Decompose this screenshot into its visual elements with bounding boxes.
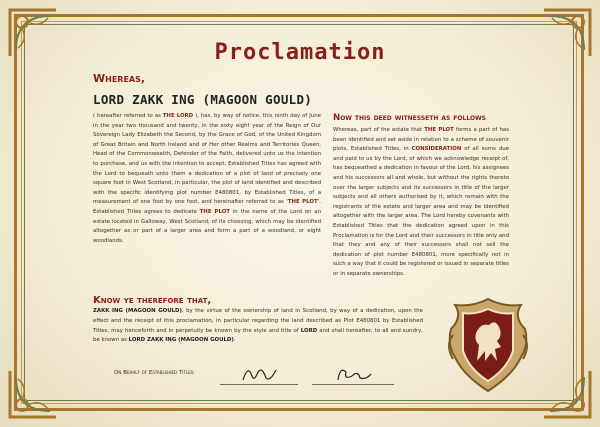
lion-crest-icon [443,295,533,395]
bottom-paragraph [93,307,423,346]
body-text: . Established Titles agrees to dedicate [93,199,321,215]
emphasis-text: 'THE PLOT' [286,199,320,206]
body-text: forms a part of has been identified and set aside in relation to a scheme of souvenir plots, Established Titles, in [333,127,510,153]
emphasis-text: THE LORD [162,113,194,119]
right-paragraph [333,126,509,280]
emphasis-text: CONSIDERATION [411,146,462,153]
signature-icon [334,364,374,384]
body-text: , by the virtue of the ownership of land in Scotland, by way of a dedication, upon the effect and the receipt of this proclamation, in particular regarding the land described as Plot E480801 by Established Titles, may henceforth and in perpetuity be known by the style and title of [93,308,423,334]
emphasis-text: LORD [300,327,318,334]
body-text: ), has, by way of notice, this ninth day of June in the year two thousand and twenty, in the sixty eight year of the Reign of Our Sovereign Lady Elizabeth the Second, by the Grace of God, of the United Kingdom of Great Britain and North Ireland and of Her other Realms and Territories Queen, Head of the Commonwealth, Defender of the Faith, delivered unto us the intention to purchase, and us with the intention to accept, Established Titles has agreed with the Lord to bequeath unto them a dedication of a plot of land of precisely one square foot in West Scotland, in particular, the plot of land identified and described with the specific identifying plot number E480801, by Established Titles, of a measurement of one foot by one foot, and hereinafter referred to as [93,113,321,206]
know-heading: Know ye therefore that, [93,295,212,306]
left-paragraph [93,112,321,246]
whereas-heading: Whereas, [93,72,146,85]
holder-name: LORD ZAKK ING (MAGOON GOULD) [93,92,313,107]
body-text: Whereas, part of the estate that [333,127,425,133]
body-text: . [233,337,236,344]
ornate-corner-icon [6,367,60,421]
body-text: and shall hereafter, to all and sundry, be known as [93,327,423,344]
right-heading: Now this deed witnesseth as follows [333,113,486,123]
ornate-corner-icon [540,367,594,421]
emphasis-text: THE PLOT [424,127,454,133]
signature-icon [240,362,280,384]
emphasis-text: ZAKK ING (MAGOON GOULD) [93,308,182,314]
document-title: Proclamation [214,40,386,65]
behalf-label: On Behalf of Established Titles: [114,370,196,376]
body-text: ( hereafter referred to as [93,113,163,119]
body-text: in the name of the Lord on an estate located in Galloway, West Scotland, of its choosing, which may be identified altogether as or part of a larger area and form a part of a woodland, or eight woodlands. [93,208,321,244]
emphasis-text: THE PLOT [199,208,230,215]
signature-line [312,384,394,385]
emphasis-text: LORD ZAKK ING (MAGOON GOULD) [128,337,234,344]
signature-line [220,384,298,385]
body-text: of all sums due and paid to us by the Lord, of which we acknowledge receipt of, has bequeathed a dedication in favour of the Lord, his assignees and his successors all and whole, but without the rights thereto over the larger subjects and its successors in title of the larger subjects and all others authorised by it, which remain with the registrants of the estate and larger area and may be identified altogether with the larger area. The Lord hereby covenants with Established Titles that the dedication agreed upon in this Proclamation is for the Lord and their successors in title only and that they and any of their successors shall not sell the dedication of plot number E480801, more specifically not in such a way that it could be registered or issued in separate titles or in separate ownerships. [333,146,509,277]
